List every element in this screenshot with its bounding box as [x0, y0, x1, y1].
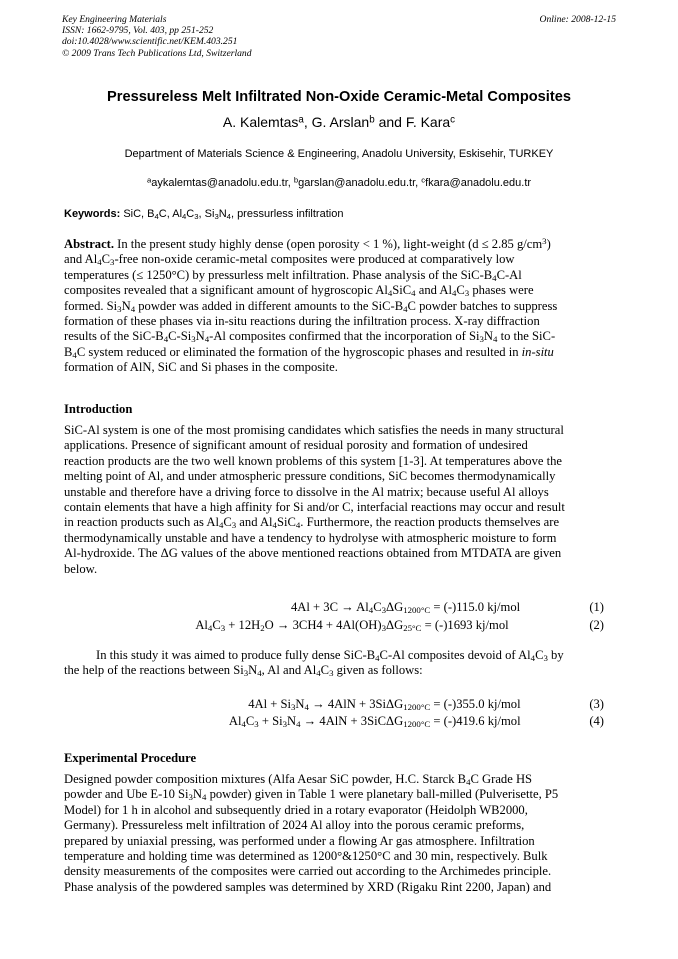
equation-1: [64, 600, 614, 616]
subscript: 4: [204, 334, 210, 345]
equation-number: (1): [589, 600, 604, 614]
text-line: [64, 299, 614, 314]
subscript: 4: [72, 349, 77, 360]
keywords-label: Keywords:: [64, 208, 121, 220]
subscript: 3: [194, 211, 199, 221]
email-list: [0, 177, 678, 189]
subscript: 3: [191, 334, 196, 345]
text-run: C: [320, 663, 330, 678]
text-line: [64, 515, 614, 530]
equation-lhs: [195, 618, 386, 633]
subscript: 3: [254, 719, 259, 730]
text-run: powder and Ube E-10 Si: [64, 787, 189, 802]
text-line: [64, 648, 614, 663]
text-run: . Furthermore, the reaction products themselves are: [300, 515, 560, 530]
subscript: 4: [182, 211, 187, 221]
text-run: powder was added in different amounts to the SiC-B: [135, 298, 404, 313]
text-run: phases were: [469, 283, 534, 298]
text-run: C: [212, 618, 221, 632]
text-run: the help of the reactions between Si: [64, 663, 244, 678]
text-run: SiC: [392, 283, 412, 298]
keywords: [64, 208, 616, 220]
email-link[interactable]: fkara@anadolu.edu.tr: [425, 177, 532, 189]
author-conjunction: and: [378, 114, 402, 130]
subscript: 3: [220, 623, 226, 634]
keywords-text: C, Al: [158, 208, 183, 220]
text-run: results of the SiC-B: [64, 329, 164, 344]
subscript: 3: [243, 668, 249, 679]
text-run: C: [101, 252, 111, 267]
text-run: -Al composites confirmed that the incorporation of Si: [209, 329, 480, 344]
author-superscript: c: [450, 114, 456, 126]
text-line: [64, 252, 614, 267]
text-run: -free non-oxide ceramic-metal composites were produced at comparatively low: [114, 252, 515, 267]
text-run: and Al: [415, 283, 452, 298]
text-run: C-Al composites devoid of Al: [379, 648, 531, 662]
text-run: by: [547, 648, 564, 662]
subscript: 4: [97, 257, 102, 268]
author-list: A. Kalemtas$^a$, G. Arslan$^b$ and F. Kara$^c$: [222, 114, 456, 130]
author-name: A. Kalemtas: [222, 114, 299, 130]
equation-number: (3): [589, 697, 604, 711]
section-heading-introduction: Introduction: [64, 402, 133, 416]
subscript: 4: [466, 777, 471, 788]
subscript: 4: [530, 653, 536, 664]
journal-copyright: © 2009 Trans Tech Publications Ltd, Switzerland: [62, 47, 252, 59]
text-run: = (-)419.6 kj/mol: [430, 714, 521, 728]
text-run: N: [295, 697, 305, 711]
journal-doi: doi:10.4028/www.scientific.net/KEM.403.251: [62, 36, 238, 48]
section-heading-experimental: Experimental Procedure: [64, 751, 197, 765]
subscript: 4: [375, 653, 380, 664]
subscript: 4: [403, 303, 408, 314]
subscript: 2: [260, 623, 265, 634]
subscript: 3: [329, 668, 334, 679]
text-run: Al: [195, 618, 208, 632]
subscript: 3: [110, 257, 115, 268]
subscript: 3: [381, 605, 386, 616]
text-run: Designed powder composition mixtures (Alfa Aesar SiC powder, H.C. Starck B: [64, 772, 467, 786]
subscript: 3: [543, 653, 548, 664]
text-run: in reaction products such as Al: [64, 515, 219, 530]
subscript: 4: [316, 668, 321, 679]
subscript: 4: [163, 334, 169, 345]
text-line: Model) for 1 h in alcohol and subsequently dried in a rotary evaporator (Heidolph WB2000,: [64, 802, 528, 817]
text-line: [64, 663, 614, 678]
subscript: 4: [272, 520, 277, 531]
subscript: 3: [381, 623, 386, 634]
equation-energy: [386, 714, 521, 729]
text-run: In the present study highly dense (open porosity < 1 %), light-weight (d ≤ 2.85 g/cm: [114, 237, 543, 251]
text-run: = (-)115.0 kj/mol: [430, 600, 521, 614]
email-link[interactable]: aykalemtas@anadolu.edu.tr,: [151, 177, 291, 189]
subscript: 4: [368, 605, 374, 616]
equation-number: (4): [589, 714, 604, 728]
equation-number: (2): [589, 618, 604, 632]
author-superscript: a: [298, 114, 304, 126]
subscript: 4: [304, 702, 309, 713]
text-line: [64, 237, 614, 252]
email-superscript: a: [146, 175, 152, 185]
text-run: powder) given in Table 1 were planetary ball-milled (Pulverisette, P5: [206, 787, 559, 802]
subscript: 25°C: [403, 623, 422, 634]
text-run: and Al: [64, 252, 98, 267]
text-line: reaction products are the two well known problems of this system [1-3]. At temperatures above the: [64, 453, 563, 468]
text-run: C: [245, 714, 255, 728]
text-line: applications. Presence of significant amount of residual porosity and formation of undesired: [64, 438, 528, 453]
introduction-body: [64, 423, 614, 577]
text-line: [64, 329, 614, 344]
subscript: 3: [291, 702, 296, 713]
text-line: below.: [64, 561, 98, 576]
text-line: [64, 314, 614, 329]
subscript: 4: [207, 623, 213, 634]
text-run: + Si: [258, 714, 283, 728]
subscript: 4: [411, 288, 416, 299]
email-link[interactable]: garslan@anadolu.edu.tr,: [298, 177, 419, 189]
equation-lhs: [291, 600, 386, 615]
text-run: C: [373, 600, 382, 614]
equation-energy: [386, 697, 521, 712]
text-run: ΔG: [386, 697, 404, 711]
text-line: [64, 268, 614, 283]
text-line: Al-hydroxide. The ΔG values of the above mentioned reactions obtained from MTDATA are given: [64, 546, 562, 561]
journal-header: [62, 14, 616, 59]
text-run: C Grade HS: [470, 772, 533, 786]
paper-title: Pressureless Melt Infiltrated Non-Oxide Ceramic-Metal Composites: [107, 89, 571, 105]
text-line: unstable and therefore have a driving force to dissolve in the Al matrix; because useful Al alloys: [64, 484, 549, 499]
subscript: 4: [492, 272, 497, 283]
abstract: [64, 237, 614, 376]
text-line: temperature and holding time was determined as 1200°&1250°C and 30 min, respectively. Bulk: [64, 848, 548, 863]
equation-2: [64, 618, 614, 634]
text-line: SiC-Al system is one of the most promising candidates which satisfies the needs in many structural: [64, 423, 564, 437]
keywords-text: N: [218, 208, 227, 220]
equation-4: [64, 714, 614, 730]
text-line: thermodynamically unstable and have a tendency to hydrolyse with atmospheric moisture to form: [64, 530, 557, 545]
text-run: → 4AlN + 3Si: [308, 697, 386, 711]
text-run: ΔG: [386, 618, 404, 632]
text-run: N: [121, 298, 131, 313]
text-run: C system reduced or eliminated the formation of the hygroscopic phases and resulted in: [76, 344, 522, 359]
subscript: 3: [117, 303, 122, 314]
text-run: formed. Si: [64, 298, 118, 313]
subscript: 1200°C: [403, 605, 431, 616]
text-run: ΔG: [386, 600, 404, 614]
text-run: C powder batches to suppress: [407, 298, 558, 313]
subscript: 4: [130, 303, 136, 314]
author-name: F. Kara: [405, 114, 451, 130]
email-superscript: c: [421, 175, 426, 185]
subscript: 4: [296, 719, 301, 730]
text-run: Al: [228, 714, 242, 728]
text-line: prepared by uniaxial pressing, was performed under a flowing Ar gas atmosphere. Infiltration: [64, 833, 535, 848]
text-run: ΔG: [386, 714, 404, 728]
italic-run: in-situ: [521, 344, 554, 359]
keywords-text: SiC, B: [123, 208, 155, 220]
keywords-text: , pressurless infiltration: [230, 208, 344, 220]
text-run: formation of these phases via in-situ reactions during the infiltration process. X-ray diffraction: [64, 313, 540, 328]
text-line: density measurements of the composites were carried out according to the Archimedes principle.: [64, 864, 552, 879]
text-line: contain elements that have a high affinity for Si and/or C, interfacial reactions may occur and result: [64, 499, 565, 514]
equation-energy: [386, 618, 509, 633]
text-run: N: [287, 714, 297, 728]
text-run: C-Al: [496, 267, 522, 282]
text-line: [64, 787, 614, 802]
text-line: melting point of Al, and under atmospheric pressure conditions, SiC becomes thermodynamically: [64, 469, 556, 484]
text-run: composites revealed that a significant amount of hygroscopic Al: [64, 283, 388, 298]
text-run: → 4AlN + 3SiC: [300, 714, 386, 728]
text-run: N: [195, 329, 205, 344]
keywords-text: C: [186, 208, 195, 220]
experimental-body: [64, 772, 614, 895]
text-run: and Al: [236, 515, 273, 530]
text-run: formation of AlN, SiC and Si phases in the composite.: [64, 360, 338, 375]
online-date: Online: 2008-12-15: [539, 14, 616, 25]
equation-lhs: [229, 714, 386, 729]
text-run: + 12H: [225, 618, 261, 632]
subscript: 3: [188, 792, 193, 803]
journal-name: Key Engineering Materials: [62, 14, 167, 25]
text-line: [64, 345, 614, 360]
keywords-text: , Si: [198, 208, 215, 220]
text-run: N: [192, 787, 203, 802]
abstract-label: Abstract.: [64, 237, 115, 251]
text-run: given as follows:: [333, 663, 423, 678]
subscript: 3: [214, 211, 219, 221]
text-run: O → 3CH4 + 4Al(OH): [264, 618, 382, 632]
text-run: C: [223, 515, 232, 530]
subscript: 4: [257, 668, 262, 679]
subscript: 4: [241, 719, 246, 730]
study-paragraph: [64, 648, 614, 679]
subscript: 4: [493, 334, 498, 345]
email-superscript: b: [293, 175, 299, 185]
subscript: 4: [218, 520, 224, 531]
text-run: B: [64, 344, 73, 359]
subscript: 1200°C: [403, 702, 431, 713]
subscript: 4: [226, 211, 231, 221]
subscript: 4: [295, 520, 301, 531]
text-line: [64, 360, 614, 375]
text-run: N: [483, 329, 494, 344]
equation-energy: [386, 600, 520, 615]
equation-3: [64, 697, 614, 713]
author-name: G. Arslan: [311, 114, 370, 130]
superscript: 3: [542, 236, 547, 247]
subscript: 4: [451, 288, 457, 299]
subscript: 3: [231, 520, 237, 531]
text-run: , Al and Al: [261, 663, 317, 678]
subscript: 4: [154, 211, 159, 221]
subscript: 4: [387, 288, 393, 299]
text-run: = (-)355.0 kj/mol: [430, 697, 521, 711]
text-run: 4Al + 3C → Al: [291, 600, 369, 614]
text-run: to the SiC-: [497, 329, 556, 344]
text-run: C: [535, 648, 544, 662]
text-run: C-Si: [168, 329, 192, 344]
text-run: = (-)1693 kj/mol: [421, 618, 509, 632]
subscript: 4: [202, 792, 207, 803]
text-run: temperatures (≤ 1250°C) by pressurless melt infiltration. Phase analysis of the SiC-B: [64, 267, 493, 282]
journal-issn: ISSN: 1662-9795, Vol. 403, pp 251-252: [62, 25, 214, 37]
text-run: SiC: [276, 515, 296, 530]
text-run: N: [248, 663, 258, 678]
subscript: 1200°C: [403, 719, 431, 730]
author-superscript: b: [369, 114, 375, 126]
text-line: Phase analysis of the powdered samples was determined by XRD (Rigaku Rint 2200, Japan) and: [64, 879, 552, 894]
affiliation: Department of Materials Science & Engineering, Anadolu University, Eskisehir, TURKEY: [124, 148, 554, 160]
subscript: 3: [282, 719, 287, 730]
equation-lhs: [248, 697, 386, 712]
text-run: ): [546, 237, 551, 251]
subscript: 3: [464, 288, 470, 299]
subscript: 3: [479, 334, 484, 345]
text-run: In this study it was aimed to produce fully dense SiC-B: [96, 648, 376, 662]
text-line: [64, 772, 614, 787]
text-line: Germany). Pressureless melt infiltration of 2024 Al alloy into the porous ceramic preforms,: [64, 818, 525, 833]
text-line: [64, 283, 614, 298]
text-run: 4Al + Si: [248, 697, 291, 711]
text-run: C: [456, 283, 465, 298]
